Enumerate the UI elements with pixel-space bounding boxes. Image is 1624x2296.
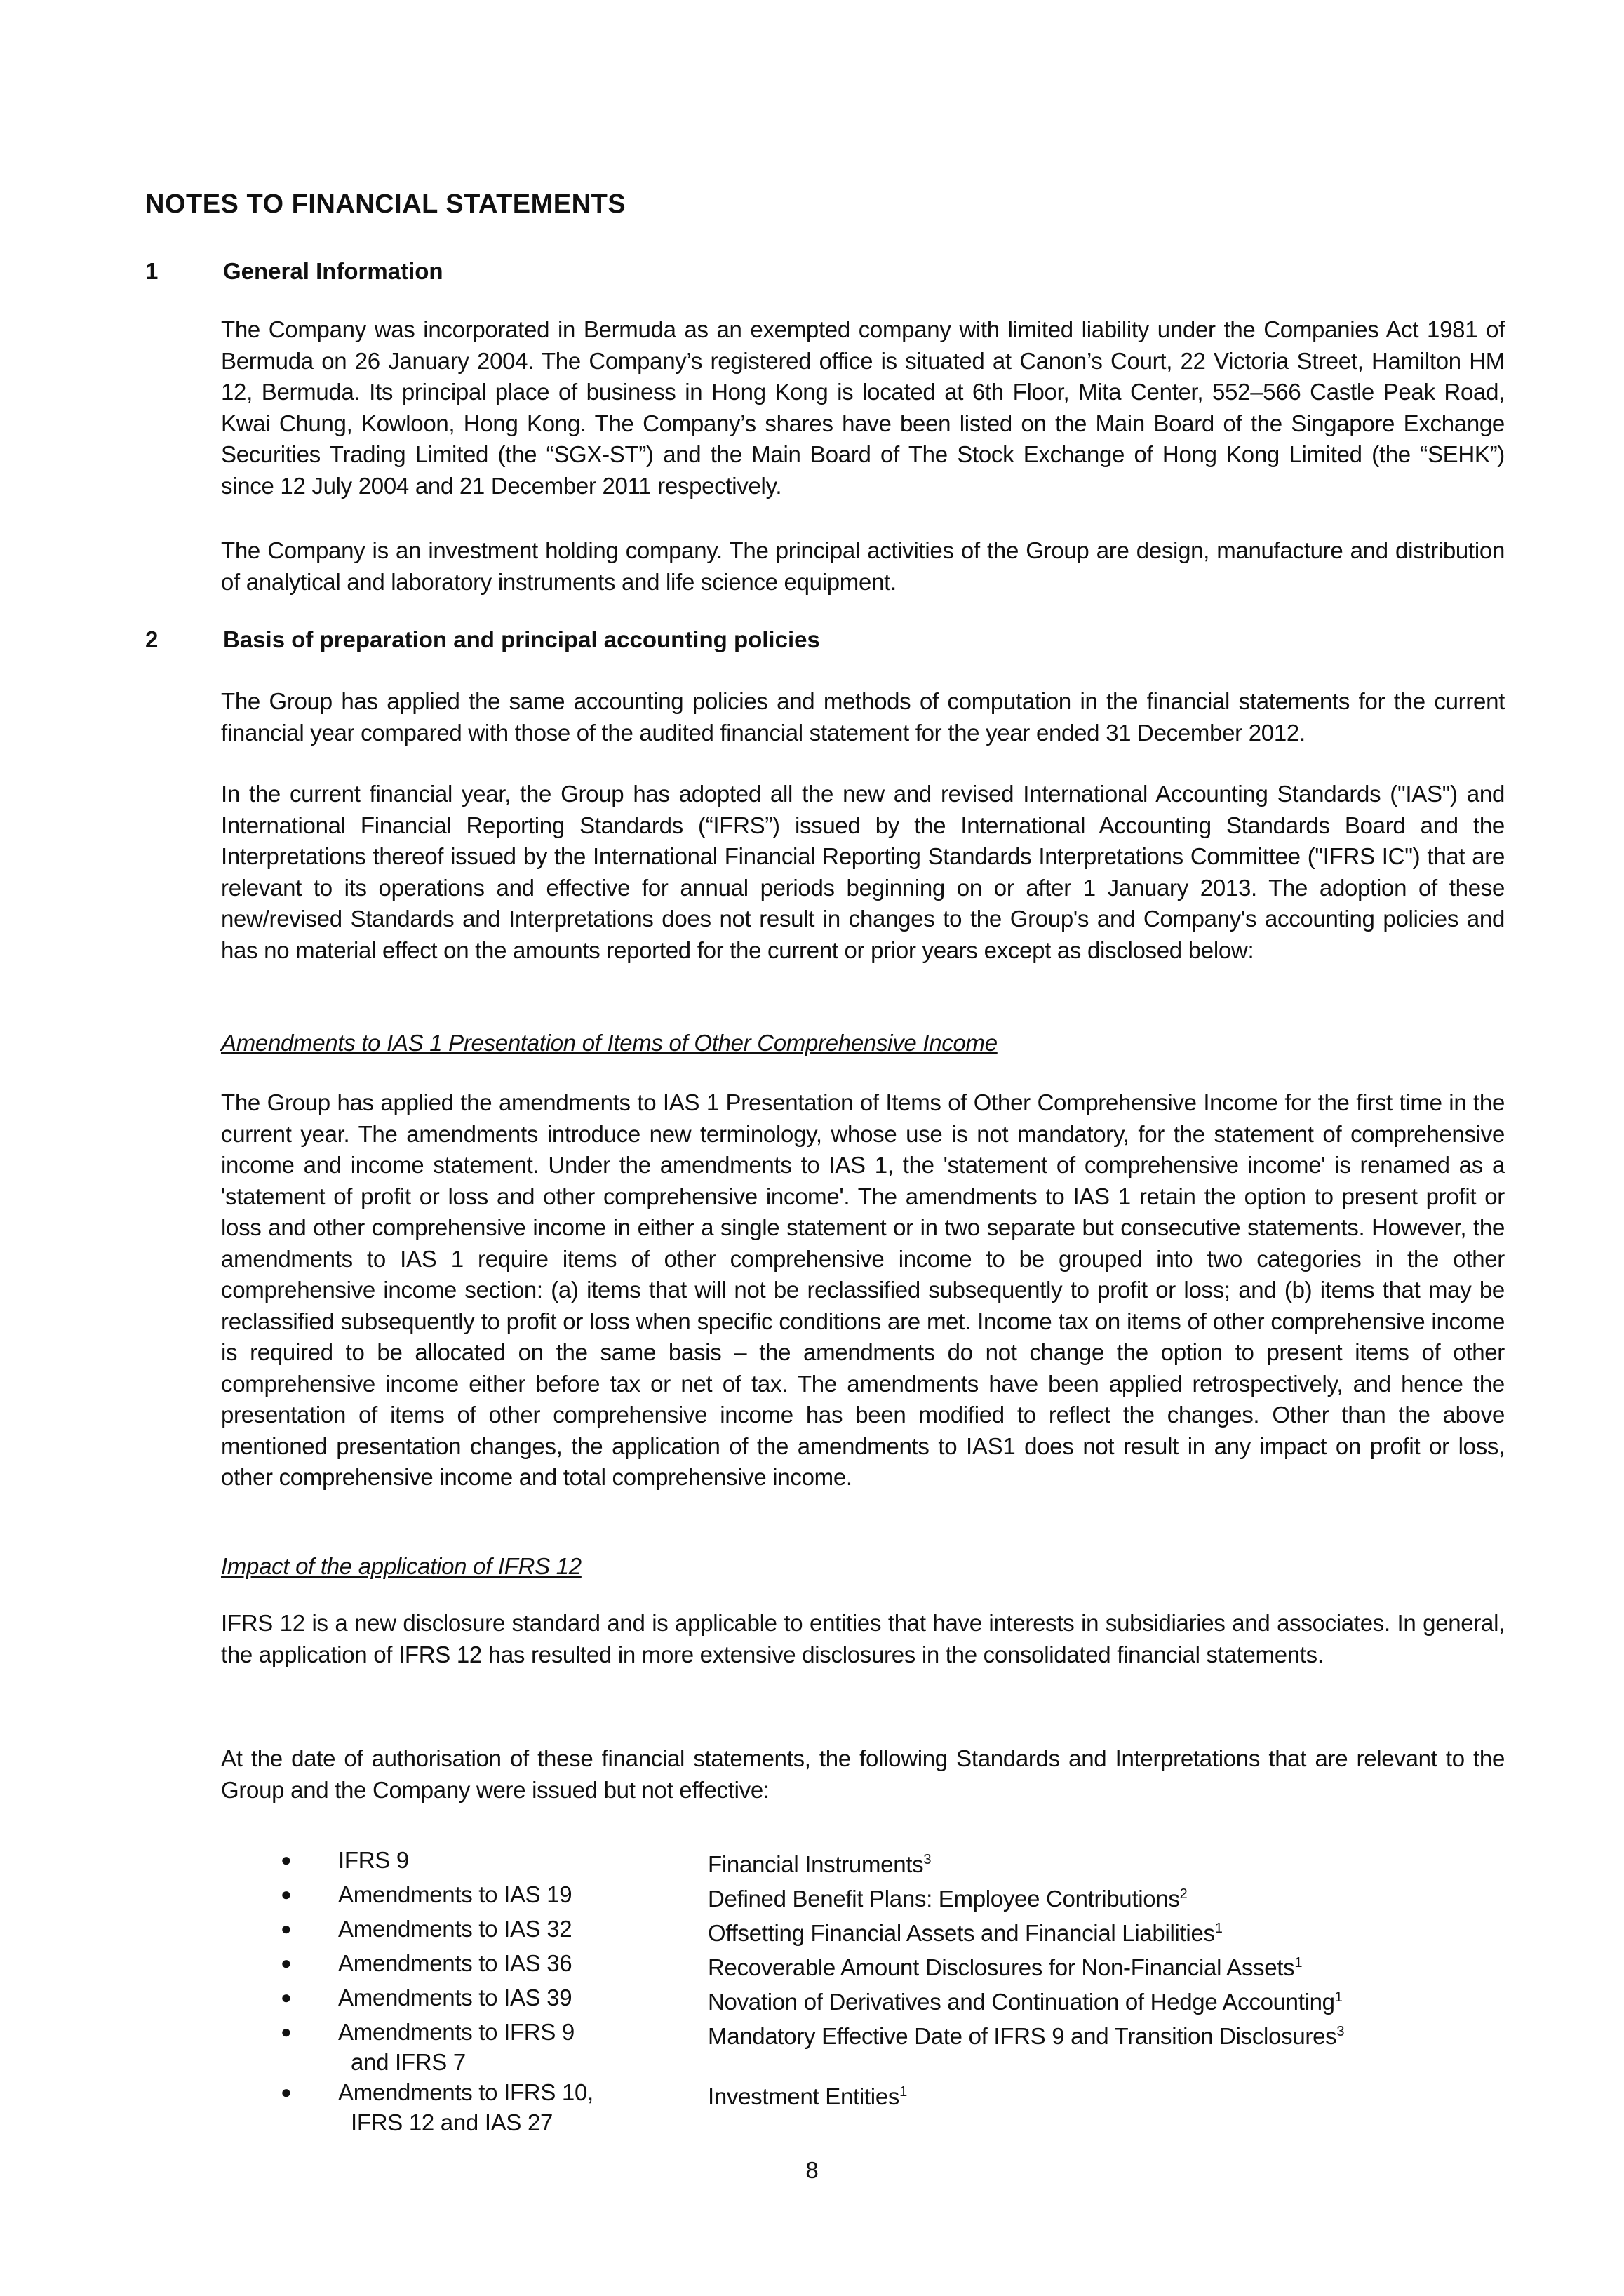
page-title: NOTES TO FINANCIAL STATEMENTS <box>145 189 626 219</box>
list-item <box>281 1914 1508 1948</box>
standard-title: Mandatory Effective Date of IFRS 9 and Transition Disclosures$^3$ <box>708 2023 1345 2049</box>
standard-name: IFRS 9 <box>338 1847 409 1873</box>
list-item <box>281 1982 1508 2017</box>
standard-title: Investment Entities$^1$ <box>708 2083 907 2109</box>
section-2-heading: Basis of preparation and principal accounting policies <box>223 626 820 652</box>
subheading-ifrs12: Impact of the application of IFRS 12 <box>221 1553 582 1579</box>
section-2-number: 2 <box>145 626 159 652</box>
list-item <box>281 1879 1508 1914</box>
standard-name: Amendments to IAS 19 <box>338 1881 572 1907</box>
standards-intro: At the date of authorisation of these financial statements, the following Standards and Interpretations that are relevant to the Group and the Company were issued but not effective: <box>221 1745 1505 1803</box>
standard-title: Recoverable Amount Disclosures for Non-Financial Assets$^1$ <box>708 1954 1303 1980</box>
standard-name: Amendments to IAS 39 <box>338 1985 572 2010</box>
standard-title: Financial Instruments$^3$ <box>708 1851 932 1877</box>
bullet-icon: ● <box>281 1884 292 1905</box>
page-number: 8 <box>805 2157 819 2183</box>
footnote-ref: 3 <box>1336 2024 1345 2039</box>
bullet-icon: ● <box>281 2021 292 2042</box>
footnote-ref: 1 <box>1214 1921 1223 1936</box>
section-2-paragraph-1: The Group has applied the same accounting policies and methods of computation in the financial statements for the current financial year compared with those of the audited financial statement for the year ended 31 December 2012. <box>221 688 1505 746</box>
standard-name: Amendments to IFRS 9 and IFRS 7 <box>338 2019 575 2075</box>
subheading-ias1: Amendments to IAS 1 Presentation of Items of Other Comprehensive Income <box>221 1030 998 1056</box>
section-1-number: 1 <box>145 258 159 284</box>
list-item <box>281 1845 1508 1879</box>
bullet-icon: ● <box>281 1952 292 1973</box>
bullet-icon: ● <box>281 1849 292 1870</box>
footnote-ref: 3 <box>923 1852 932 1867</box>
section-1-paragraph-2: The Company is an investment holding company. The principal activities of the Group are design, manufacture and distribution of analytical and laboratory instruments and life science equipment. <box>221 537 1505 595</box>
bullet-icon: ● <box>281 1918 292 1939</box>
list-item <box>281 1948 1508 1982</box>
ifrs12-paragraph: IFRS 12 is a new disclosure standard and is applicable to entities that have interests in subsidiaries and associates. In general, the application of IFRS 12 has resulted in more extensive disclosures in the consolidated financial statements. <box>221 1610 1505 1667</box>
section-1-heading: General Information <box>223 258 443 284</box>
bullet-icon: ● <box>281 2081 292 2102</box>
list-item <box>281 2077 1508 2137</box>
standard-title: Novation of Derivatives and Continuation of Hedge Accounting$^1$ <box>708 1989 1343 2015</box>
footnote-ref: 1 <box>1294 1955 1303 1971</box>
standard-name: Amendments to IAS 32 <box>338 1916 572 1942</box>
footnote-ref: 1 <box>899 2084 907 2100</box>
standard-title: Offsetting Financial Assets and Financial Liabilities$^1$ <box>708 1920 1223 1946</box>
section-1-paragraph-1: The Company was incorporated in Bermuda as an exempted company with limited liability under the Companies Act 1981 of Bermuda on 26 January 2004. The Company’s registered office is situated at Canon’s Court, 22 Victoria Street, Hamilton HM 12, Bermuda. Its principal place of business in Hong Kong is located at 6th Floor, Mita Center, 552–566 Castle Peak Road, Kwai Chung, Kowloon, Hong Kong. The Company’s shares have been listed on the Main Board of the Singapore Exchange Securities Trading Limited (the “SGX-ST”) and the Main Board of The Stock Exchange of Hong Kong Limited (the “SEHK”) since 12 July 2004 and 21 December 2011 respectively. <box>221 316 1505 499</box>
standards-list <box>281 1845 1508 2137</box>
standard-title: Defined Benefit Plans: Employee Contributions$^2$ <box>708 1886 1188 1912</box>
section-2-paragraph-2: In the current financial year, the Group has adopted all the new and revised International Accounting Standards ("IAS") and International Financial Reporting Standards (“IFRS”) issued by the International Accounting Standards Board and the Interpretations thereof issued by the International Financial Reporting Standards Interpretations Committee ("IFRS IC") that are relevant to its operations and effective for annual periods beginning on or after 1 January 2013. The adoption of these new/revised Standards and Interpretations does not result in changes to the Group's and Company's accounting policies and has no material effect on the amounts reported for the current or prior years except as disclosed below: <box>221 781 1505 963</box>
list-item <box>281 2017 1508 2077</box>
footnote-ref: 1 <box>1334 1989 1343 2005</box>
standard-name: Amendments to IAS 36 <box>338 1950 572 1976</box>
ias1-paragraph: The Group has applied the amendments to IAS 1 Presentation of Items of Other Comprehensive Income for the first time in the current year. The amendments introduce new terminology, whose use is not mandatory, for the statement of comprehensive income and income statement. Under the amendments to IAS 1, the 'statement of comprehensive income' is renamed as a 'statement of profit or loss and other comprehensive income'. The amendments to IAS 1 retain the option to present profit or loss and other comprehensive income in either a single statement or in two separate but consecutive statements. However, the amendments to IAS 1 require items of other comprehensive income to be grouped into two categories in the other comprehensive income section: (a) items that will not be reclassified subsequently to profit or loss; and (b) items that may be reclassified subsequently to profit or loss when specific conditions are met. Income tax on items of other comprehensive income is required to be allocated on the same basis – the amendments do not change the option to present items of other comprehensive income either before tax or net of tax. The amendments have been applied retrospectively, and hence the presentation of items of other comprehensive income has been modified to reflect the changes. Other than the above mentioned presentation changes, the application of the amendments to IAS1 does not result in any impact on profit or loss, other comprehensive income and total comprehensive income. <box>221 1089 1505 1490</box>
footnote-ref: 2 <box>1179 1886 1188 1902</box>
standard-name: Amendments to IFRS 10, IFRS 12 and IAS 27 <box>338 2079 593 2135</box>
bullet-icon: ● <box>281 1987 292 2008</box>
